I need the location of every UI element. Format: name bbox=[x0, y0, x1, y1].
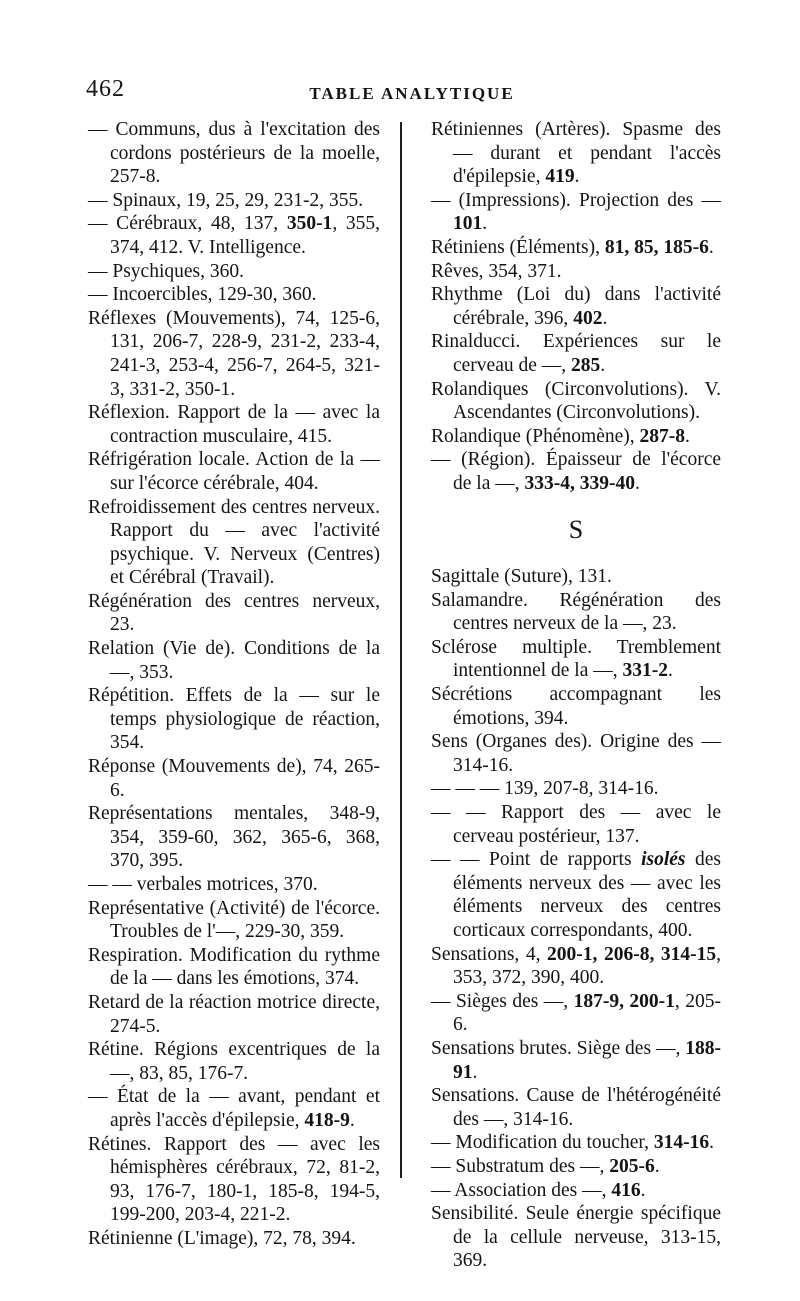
entry-bold-reference: 333-4, 339-40 bbox=[524, 472, 635, 494]
index-entry bbox=[431, 1155, 721, 1179]
entry-text: Sens (Organes des). Origine des — 314-16. bbox=[431, 731, 721, 776]
entry-text: — — Point de rapports bbox=[431, 849, 642, 871]
index-entry bbox=[431, 636, 721, 683]
index-entry bbox=[88, 755, 380, 802]
column-divider bbox=[400, 122, 402, 1178]
index-entry bbox=[431, 283, 721, 330]
entry-text: — (Impressions). Projection des — bbox=[431, 189, 721, 211]
index-section-s bbox=[431, 565, 721, 1273]
entry-italic-text: isolés bbox=[641, 849, 686, 871]
entry-bold-reference: 402 bbox=[573, 307, 603, 329]
index-section-r-continued bbox=[431, 118, 721, 496]
entry-bold-reference: 314-16 bbox=[653, 1132, 710, 1154]
index-entry bbox=[431, 118, 721, 189]
index-column-left bbox=[88, 118, 380, 1251]
index-entry bbox=[88, 873, 380, 897]
entry-text: Rétine. Régions excentriques de la —, 83, 85, 176-7. bbox=[88, 1039, 380, 1084]
index-entry bbox=[88, 1038, 380, 1085]
entry-text: — Association des —, bbox=[431, 1179, 612, 1201]
entry-bold-reference: 188-91 bbox=[453, 1037, 721, 1083]
index-entry bbox=[431, 425, 721, 449]
index-entry bbox=[88, 1085, 380, 1132]
index-entry bbox=[88, 637, 380, 684]
entry-text: . bbox=[574, 166, 580, 188]
entry-text: Sensations, 4, bbox=[431, 943, 548, 965]
entry-text: . bbox=[349, 1109, 355, 1131]
entry-text: Réflexes (Mouvements), 74, 125-6, 131, 206-7, 228-9, 231-2, 233-4, 241-3, 253-4, 256-7, 264-5, 321-3, 331-2, 350-1. bbox=[88, 307, 380, 400]
entry-text: Réflexion. Rapport de la — avec la contraction musculaire, 415. bbox=[88, 402, 380, 447]
entry-text: Rétiniennes (Artères). Spasme des — durant et pendant l'accès d'épilepsie, bbox=[431, 119, 721, 188]
entry-bold-reference: 205-6 bbox=[609, 1155, 655, 1177]
entry-text: Rinalducci. Expériences sur le cerveau de —, bbox=[431, 331, 721, 376]
index-entry bbox=[88, 802, 380, 873]
entry-text: Répétition. Effets de la — sur le temps physiologique de réaction, 354. bbox=[88, 685, 380, 754]
entry-text: Régénération des centres nerveux, 23. bbox=[88, 590, 380, 636]
index-entry bbox=[88, 307, 380, 401]
index-entry bbox=[431, 260, 721, 284]
index-entry bbox=[431, 683, 721, 730]
running-title: TABLE ANALYTIQUE bbox=[309, 84, 515, 103]
entry-text: — Substratum des —, bbox=[431, 1155, 610, 1177]
index-entry bbox=[88, 283, 380, 307]
index-entry bbox=[431, 1202, 721, 1273]
index-entry bbox=[431, 236, 721, 260]
index-column-right bbox=[431, 118, 721, 1273]
entry-bold-reference: 200-1, 206-8, 314-15 bbox=[547, 943, 717, 965]
entry-text: Sécrétions accompagnant les émotions, 394. bbox=[431, 684, 721, 729]
entry-text: . bbox=[685, 425, 690, 447]
index-entry bbox=[88, 1227, 380, 1251]
index-entry bbox=[431, 189, 721, 236]
entry-bold-reference: 285 bbox=[571, 354, 601, 376]
entry-bold-reference: 418-9 bbox=[304, 1109, 350, 1131]
entry-text: , 355, 374, 412. V. Intelligence. bbox=[110, 213, 380, 258]
entry-text: — Sièges des —, bbox=[431, 990, 574, 1012]
entry-text: Salamandre. Régénération des centres nerveux de la —, 23. bbox=[431, 589, 721, 635]
entry-bold-reference: 81, 85, 185-6 bbox=[604, 236, 709, 258]
index-entry bbox=[88, 189, 380, 213]
index-entry bbox=[431, 330, 721, 377]
entry-bold-reference: 419 bbox=[545, 166, 575, 188]
index-entry bbox=[88, 684, 380, 755]
index-entry bbox=[88, 448, 380, 495]
index-entry bbox=[431, 1131, 721, 1155]
entry-text: , 205-6. bbox=[453, 990, 721, 1036]
entry-text: — État de la — avant, pendant et après l'accès d'épilepsie, bbox=[88, 1086, 380, 1131]
entry-text: des éléments nerveux des — avec les éléments nerveux des centres corticaux correspondants, 400. bbox=[453, 849, 721, 941]
entry-text: Rétiniens (Éléments), bbox=[431, 236, 605, 258]
entry-text: Relation (Vie de). Conditions de la —, 353. bbox=[88, 638, 380, 683]
entry-text: — (Région). Épaisseur de l'écorce de la —, bbox=[431, 449, 721, 494]
index-entry bbox=[88, 897, 380, 944]
entry-text: . bbox=[634, 472, 640, 494]
entry-text: . bbox=[709, 1132, 715, 1154]
index-entry bbox=[88, 991, 380, 1038]
entry-text: — Communs, dus à l'excitation des cordons postérieurs de la moelle, 257-8. bbox=[88, 119, 380, 188]
entry-text: Représentative (Activité) de l'écorce. Troubles de l'—, 229-30, 359. bbox=[88, 897, 380, 943]
entry-text: — Psychiques, 360. bbox=[88, 260, 244, 282]
entry-text: Retard de la réaction motrice directe, 274-5. bbox=[88, 991, 380, 1037]
index-entry bbox=[431, 801, 721, 848]
entry-bold-reference: 187-9, 200-1 bbox=[573, 990, 675, 1012]
entry-text: Réfrigération locale. Action de la — sur l'écorce cérébrale, 404. bbox=[88, 449, 380, 494]
entry-text: . bbox=[668, 660, 673, 682]
index-entry bbox=[431, 448, 721, 495]
entry-bold-reference: 416 bbox=[611, 1179, 641, 1201]
entry-text: , 353, 372, 390, 400. bbox=[453, 943, 721, 989]
index-entry bbox=[88, 401, 380, 448]
index-entry bbox=[431, 565, 721, 589]
entry-text: Rolandiques (Circonvolutions). V. Ascendantes (Circonvolutions). bbox=[431, 378, 721, 424]
entry-text: — Cérébraux, 48, 137, bbox=[88, 213, 287, 235]
index-entry bbox=[431, 943, 721, 990]
entry-text: — — Rapport des — avec le cerveau postérieur, 137. bbox=[431, 802, 721, 847]
entry-bold-reference: 331-2 bbox=[622, 660, 669, 682]
entry-text: . bbox=[600, 354, 606, 376]
entry-text: . bbox=[640, 1179, 646, 1201]
index-entry bbox=[88, 944, 380, 991]
entry-text: Refroidissement des centres nerveux. Rapport du — avec l'activité psychique. V. Nerveux (Centres) et Cérébral (Travail). bbox=[88, 496, 380, 589]
entry-text: Rêves, 354, 371. bbox=[431, 260, 562, 282]
index-entry bbox=[431, 589, 721, 636]
index-entry bbox=[88, 590, 380, 637]
entry-text: Sclérose multiple. Tremblement intentionnel de la —, bbox=[431, 636, 721, 682]
entry-text: — — verbales motrices, 370. bbox=[88, 874, 318, 895]
index-entry bbox=[431, 1037, 721, 1084]
index-entry bbox=[431, 378, 721, 425]
index-entry bbox=[431, 990, 721, 1037]
index-entry bbox=[431, 777, 721, 801]
entry-text: Représentations mentales, 348-9, 354, 359-60, 362, 365-6, 368, 370, 395. bbox=[88, 803, 380, 872]
entry-text: Rhythme (Loi du) dans l'activité cérébrale, 396, bbox=[431, 284, 721, 329]
entry-text: . bbox=[654, 1155, 660, 1177]
entry-bold-reference: 350-1 bbox=[286, 213, 333, 235]
entry-text: Sensibilité. Seule énergie spécifique de la cellule nerveuse, 313-15, 369. bbox=[431, 1203, 721, 1272]
entry-text: Sensations brutes. Siège des —, bbox=[431, 1037, 686, 1059]
entry-text: . bbox=[708, 236, 714, 258]
entry-text: Rétines. Rapport des — avec les hémisphères cérébraux, 72, 81-2, 93, 176-7, 180-1, 185-8, 194-5, 199-200, 203-4, 221-2. bbox=[88, 1133, 380, 1226]
entry-bold-reference: 287-8 bbox=[639, 425, 685, 447]
page-number: 462 bbox=[86, 76, 125, 102]
entry-text: — Incoercibles, 129-30, 360. bbox=[88, 284, 317, 306]
index-entry bbox=[88, 260, 380, 284]
entry-text: . bbox=[482, 213, 488, 235]
index-entry bbox=[88, 118, 380, 189]
section-letter-heading: S bbox=[568, 514, 584, 544]
index-entry bbox=[431, 1084, 721, 1131]
index-entry bbox=[431, 1179, 721, 1203]
entry-text: Réponse (Mouvements de), 74, 265-6. bbox=[88, 756, 380, 801]
index-entry bbox=[431, 730, 721, 777]
entry-text: . bbox=[472, 1061, 478, 1083]
index-entry bbox=[88, 212, 380, 259]
entry-text: — — — 139, 207-8, 314-16. bbox=[431, 778, 659, 800]
entry-text: — Spinaux, 19, 25, 29, 231-2, 355. bbox=[88, 189, 364, 211]
entry-bold-reference: 101 bbox=[453, 213, 483, 235]
entry-text: Sensations. Cause de l'hétérogénéité des —, 314-16. bbox=[431, 1085, 721, 1130]
index-entry bbox=[88, 1133, 380, 1227]
entry-text: Respiration. Modification du rythme de la — dans les émotions, 374. bbox=[88, 944, 380, 990]
entry-text: Rolandique (Phénomène), bbox=[431, 425, 640, 447]
entry-text: . bbox=[602, 307, 608, 329]
entry-text: Rétinienne (L'image), 72, 78, 394. bbox=[88, 1227, 356, 1249]
index-entry bbox=[431, 848, 721, 942]
entry-text: — Modification du toucher, bbox=[431, 1132, 654, 1154]
index-entry bbox=[88, 496, 380, 590]
entry-text: Sagittale (Suture), 131. bbox=[431, 566, 612, 588]
